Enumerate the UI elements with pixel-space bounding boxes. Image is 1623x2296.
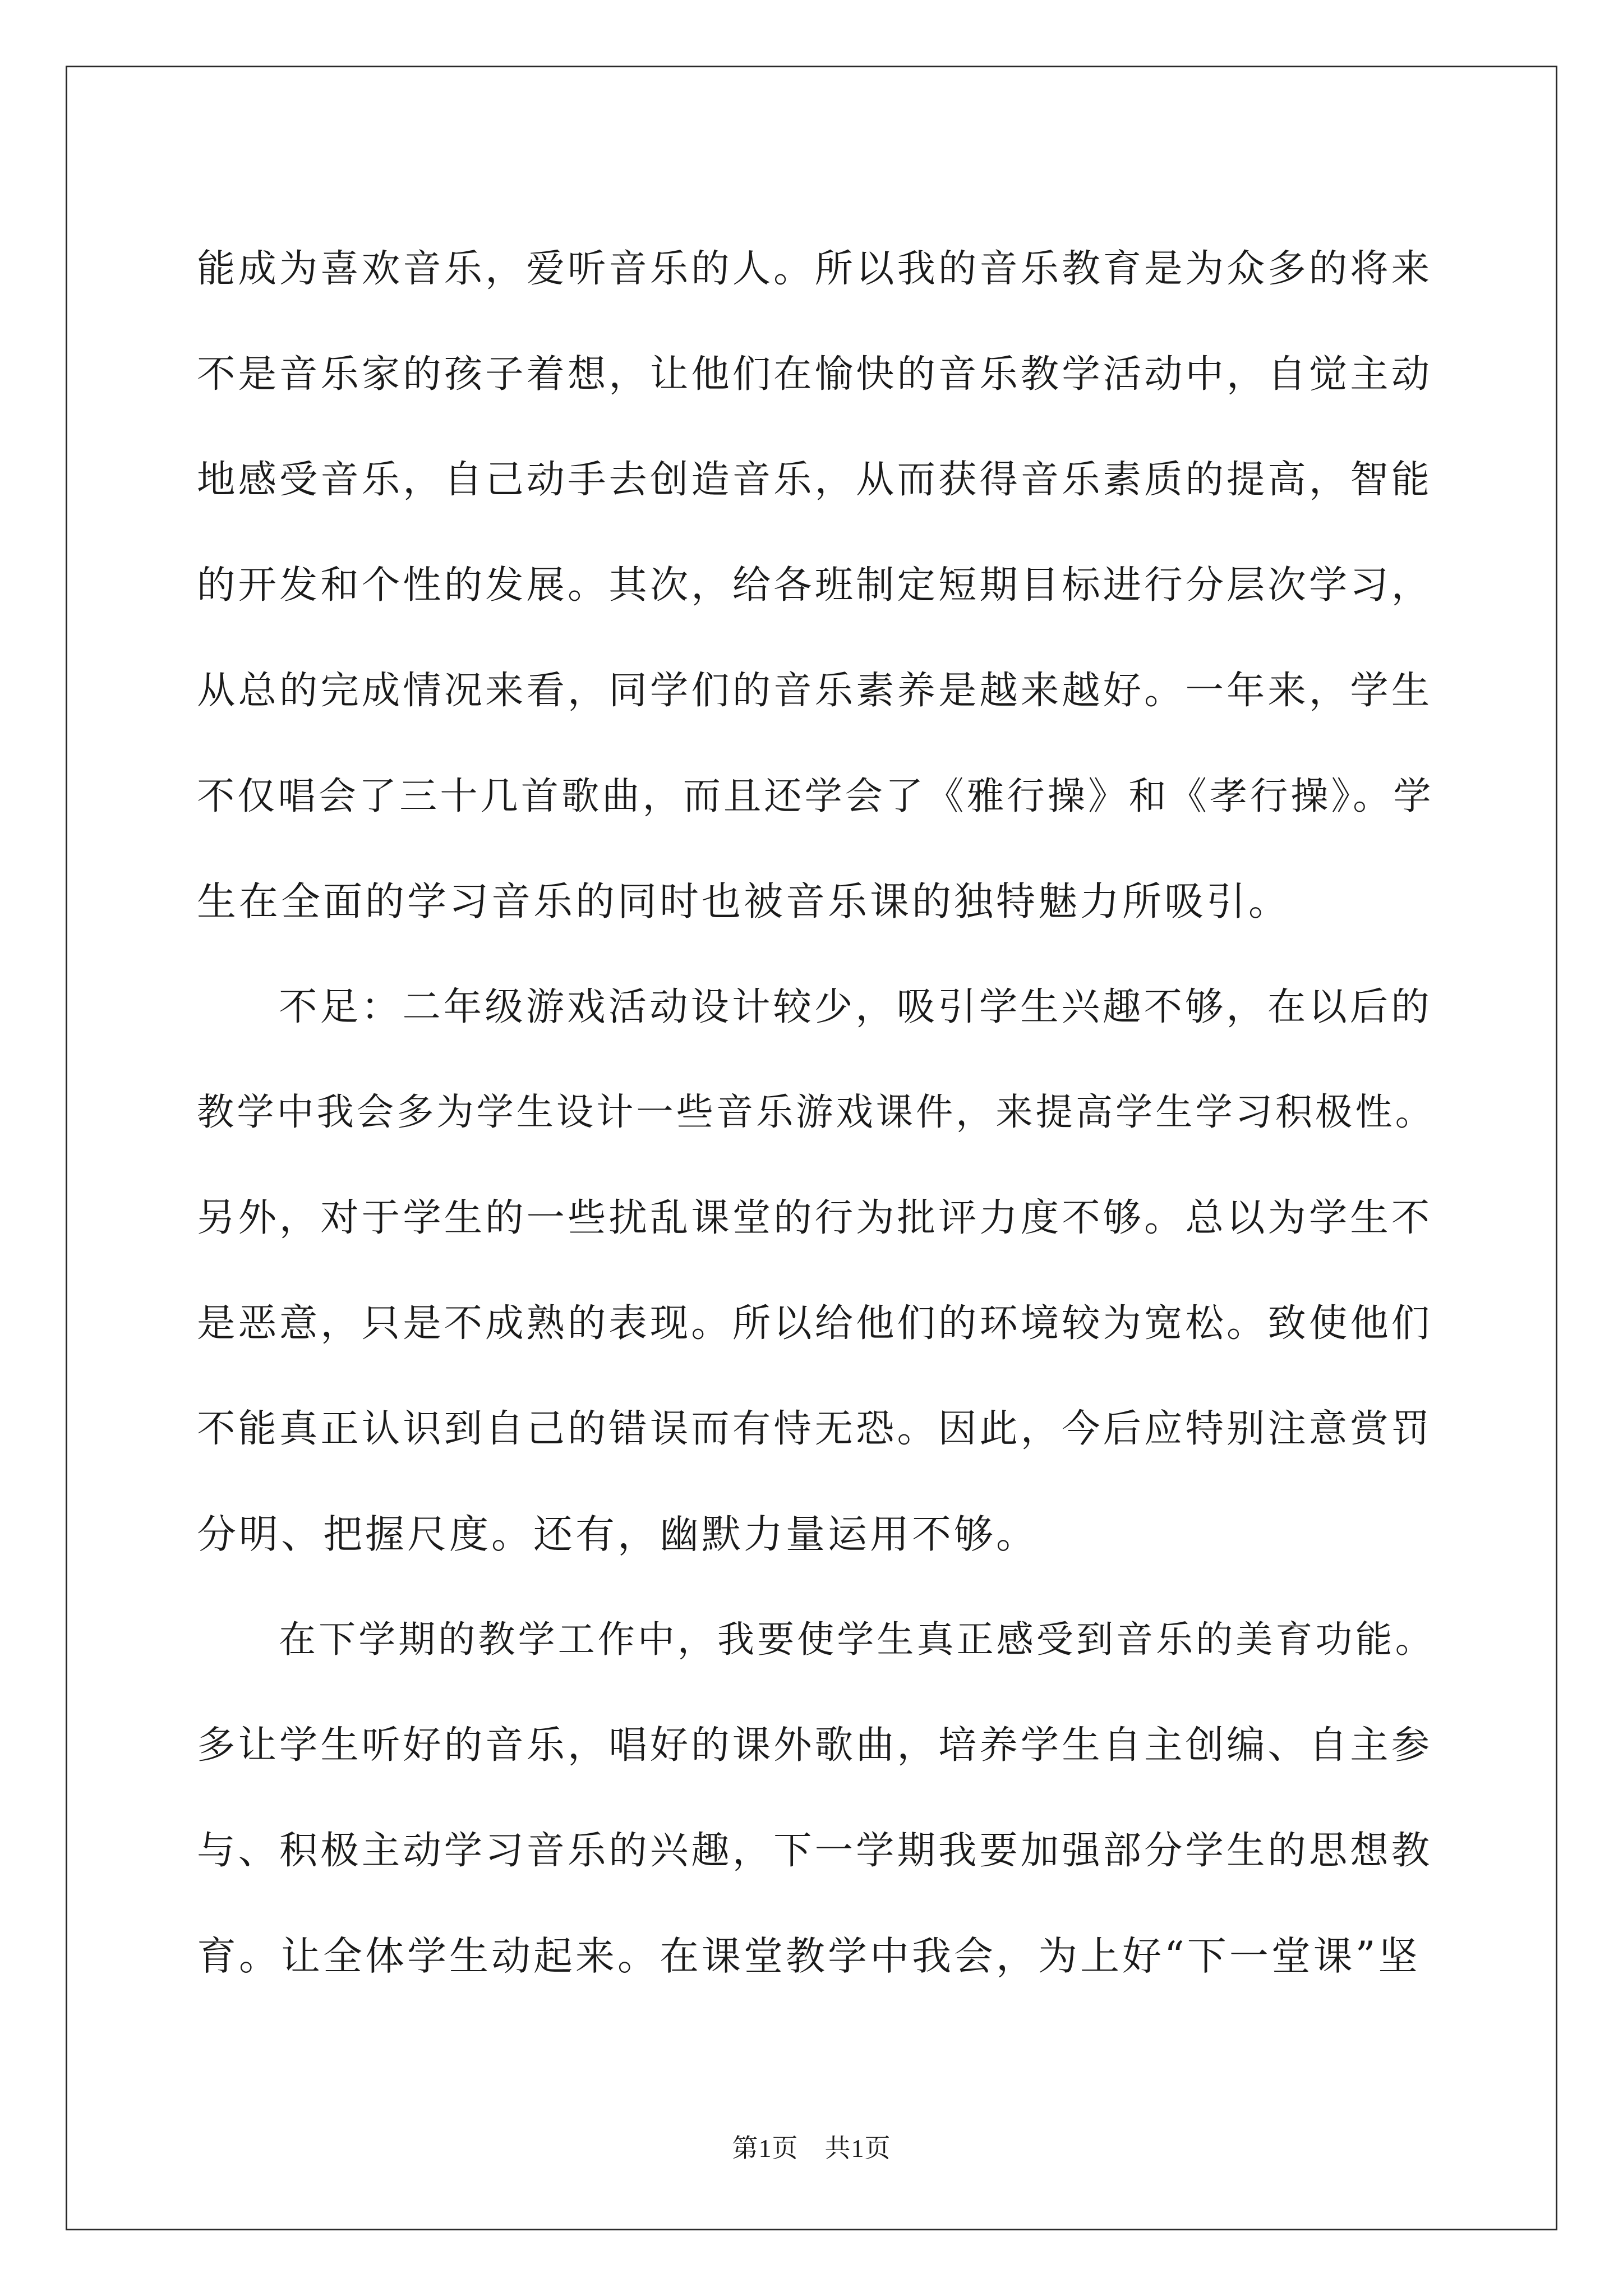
text-line-paragraph-start: 不足：二年级游戏活动设计较少，吸引学生兴趣不够，在以后的 [279, 984, 1432, 1029]
page-footer: 第1页 共1页 [732, 2134, 891, 2162]
text-line: 地感受音乐，自己动手去创造音乐，从而获得音乐素质的提高，智能 [197, 457, 1433, 502]
text-line: 另外，对于学生的一些扰乱课堂的行为批评力度不够。总以为学生不 [197, 1195, 1433, 1240]
text-line: 不仅唱会了三十几首歌曲，而且还学会了《雅行操》和《孝行操》。学 [197, 774, 1434, 818]
text-line: 不是音乐家的孩子着想，让他们在愉快的音乐教学活动中，自觉主动 [197, 352, 1433, 397]
text-line: 分明、把握尺度。还有，幽默力量运用不够。 [197, 1511, 1038, 1557]
text-line: 不能真正认识到自己的错误而有恃无恐。因此，今后应特别注意赏罚 [197, 1406, 1433, 1451]
text-line: 多让学生听好的音乐，唱好的课外歌曲，培养学生自主创编、自主参 [197, 1723, 1433, 1768]
document-body [197, 216, 1435, 2009]
text-line: 从总的完成情况来看，同学们的音乐素养是越来越好。一年来，学生 [197, 668, 1433, 713]
text-line: 生在全面的学习音乐的同时也被音乐课的独特魅力所吸引。 [197, 878, 1290, 924]
text-line: 教学中我会多为学生设计一些音乐游戏课件，来提高学生学习积极性。 [197, 1091, 1435, 1134]
text-line-paragraph-start: 在下学期的教学工作中，我要使学生真正感受到音乐的美育功能。 [279, 1618, 1435, 1661]
text-line: 的开发和个性的发展。其次，给各班制定短期目标进行分层次学习， [197, 563, 1433, 608]
text-line: 能成为喜欢音乐，爱听音乐的人。所以我的音乐教育是为众多的将来 [197, 246, 1433, 291]
text-line: 育。让全体学生动起来。在课堂教学中我会，为上好“下一堂课”坚 [197, 1933, 1421, 1979]
text-line: 是恶意，只是不成熟的表现。所以给他们的环境较为宽松。致使他们 [197, 1301, 1433, 1346]
text-line: 与、积极主动学习音乐的兴趣，下一学期我要加强部分学生的思想教 [197, 1828, 1433, 1873]
